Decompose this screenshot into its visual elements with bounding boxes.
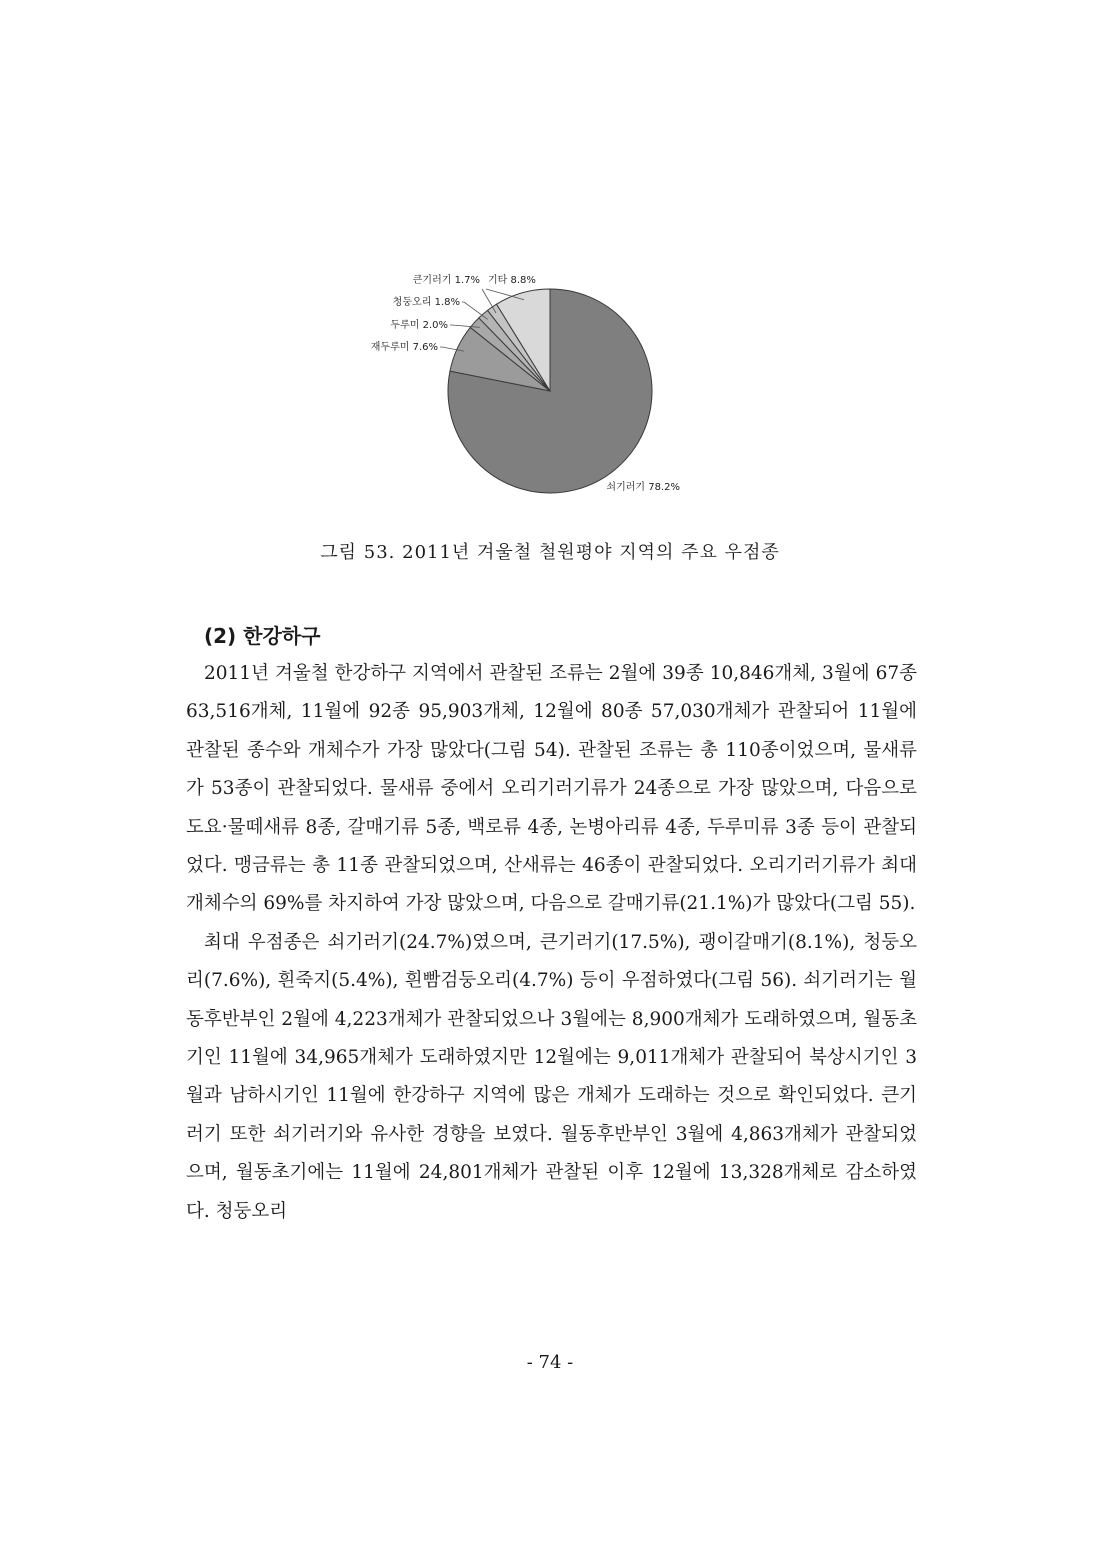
slice-label-2: 두루미 2.0% [390,320,448,331]
slice-label-0: 쇠기러기 78.2% [606,482,680,493]
slice-label-1: 재두루미 7.6% [370,342,438,353]
slice-label-4: 큰기러기 1.7% [412,275,480,286]
page-number: - 74 - [526,1352,574,1373]
figure-caption: 그림 53. 2011년 겨울철 철원평야 지역의 주요 우점종 [320,542,780,563]
paragraph-1: 2011년 겨울철 한강하구 지역에서 관찰된 조류는 2월에 39종 10,846개체, 3월에 67종 63,516개체, 11월에 92종 95,903개체, 12월에 80종 57,030개체가 관찰되어 11월에 관찰된 종수와 개체수가 가장 많았다(그림 54). 관찰된 조류는 총 110종이었으며, 물새류가 53종이 관찰되었다. 물새류 중에서 오리기러기류가 24종으로 가장 많았으며, 다음으로 도요·물떼새류 8종, 갈매기류 5종, 백로류 4종, 논병아리류 4종, 두루미류 3종 등이 관찰되었다. 맹금류는 총 11종 관찰되었으며, 산새류는 46종이 관찰되었다. 오리기러기류가 최대개체수의 69%를 차지하여 가장 많았으며, 다음으로 갈매기류(21.1%)가 많았다(그림 55). [186,663,917,915]
pie-chart [330,262,750,512]
leader-line-3 [462,302,488,319]
slice-label-5: 기타 8.8% [488,275,536,286]
body-text [186,655,917,1231]
slice-label-3: 청둥오리 1.8% [392,297,460,308]
paragraph-2: 최대 우점종은 쇠기러기(24.7%)였으며, 큰기러기(17.5%), 괭이갈매기(8.1%), 청둥오리(7.6%), 흰죽지(5.4%), 흰빰검둥오리(4.7%) 등이 우점하였다(그림 56). 쇠기러기는 월동후반부인 2월에 4,223개체가 관찰되었으나 3월에는 8,900개체가 도래하였으며, 월동초기인 11월에 34,965개체가 도래하였지만 12월에는 9,011개체가 관찰되어 북상시기인 3월과 남하시기인 11월에 한강하구 지역에 많은 개체가 도래하는 것으로 확인되었다. 큰기러기 또한 쇠기러기와 유사한 경향을 보였다. 월동후반부인 3월에 4,863개체가 관찰되었으며, 월동초기에는 11월에 24,801개체가 관찰된 이후 12월에 13,328개체로 감소하였다. 청둥오리 [186,931,917,1222]
section-heading: (2) 한강하구 [204,624,321,648]
